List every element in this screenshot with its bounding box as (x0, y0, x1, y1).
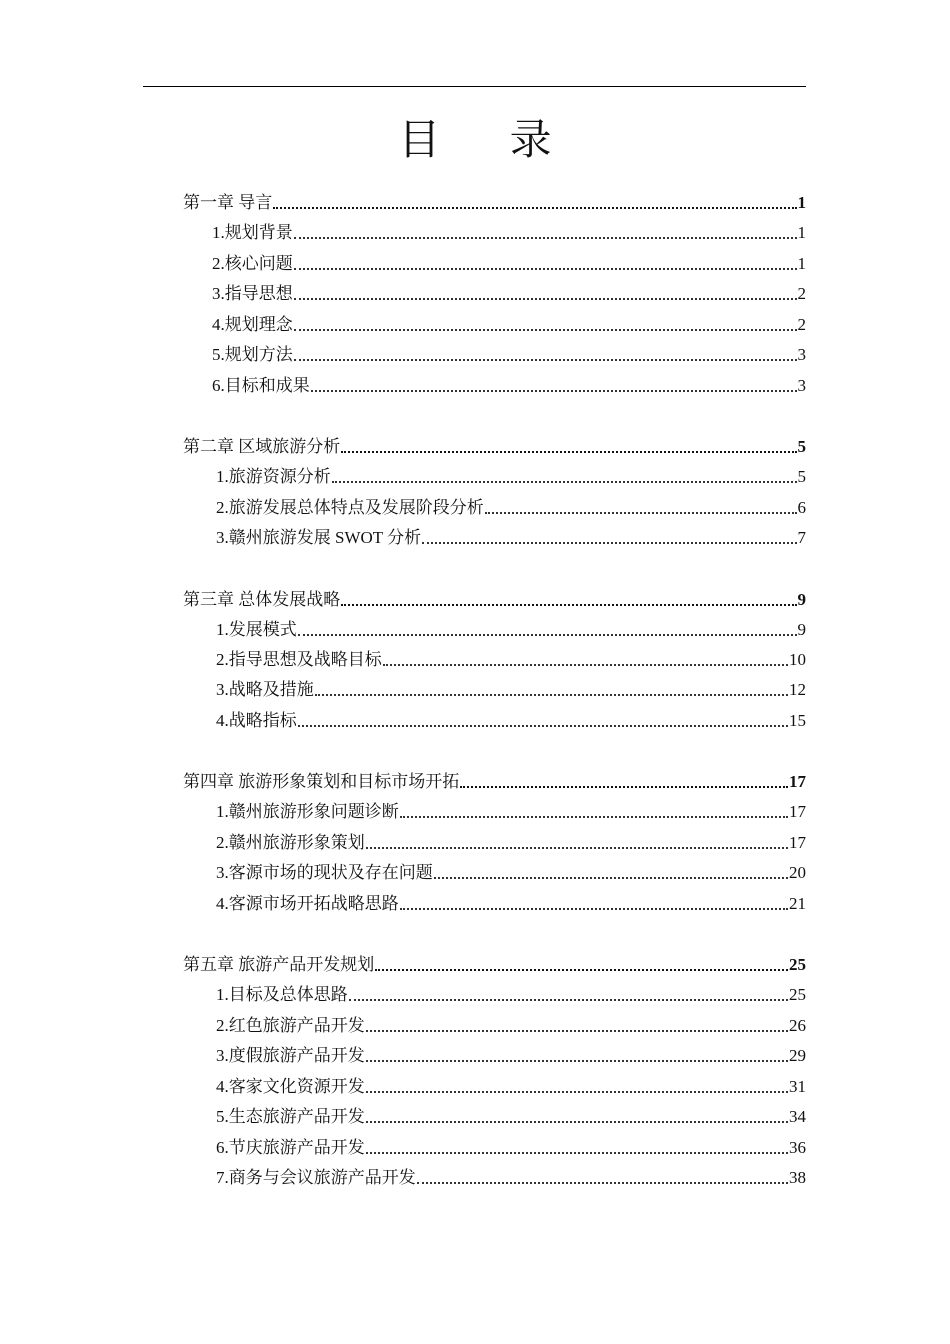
toc-section-entry[interactable] (216, 799, 806, 823)
toc-page-number: 34 (789, 1107, 806, 1126)
toc-section-entry[interactable] (212, 281, 806, 305)
toc-section-entry[interactable] (216, 1165, 806, 1189)
toc-page-number: 36 (789, 1138, 806, 1157)
toc-dot-leader (383, 664, 788, 666)
toc-dot-leader (400, 816, 788, 818)
page-title: 目 录 (398, 115, 580, 164)
toc-page-number: 25 (789, 955, 806, 974)
toc-entry-label: 1.发展模式 (216, 620, 297, 639)
toc-page-number: 26 (789, 1016, 806, 1035)
toc-chapter-entry[interactable] (183, 769, 806, 793)
toc-entry-label: 4.客源市场开拓战略思路 (216, 894, 399, 913)
toc-dot-leader (366, 1030, 788, 1032)
toc-dot-leader (349, 999, 788, 1001)
toc-entry-label: 5.生态旅游产品开发 (216, 1107, 365, 1126)
toc-section-entry[interactable] (216, 1074, 806, 1098)
toc-dot-leader (460, 786, 788, 788)
toc-page-number: 9 (797, 620, 806, 639)
toc-entry-label: 2.赣州旅游形象策划 (216, 833, 365, 852)
toc-entry-label: 6.目标和成果 (212, 376, 310, 395)
toc-page-number: 1 (797, 193, 806, 212)
toc-section-entry[interactable] (216, 1135, 806, 1159)
toc-section-entry[interactable] (212, 220, 806, 244)
toc-page-number: 17 (789, 833, 806, 852)
toc-entry-label: 第五章 旅游产品开发规划 (183, 955, 375, 974)
toc-page-number: 20 (789, 863, 806, 882)
toc-dot-leader (422, 542, 796, 544)
toc-page-number: 5 (797, 467, 806, 486)
toc-dot-leader (341, 604, 796, 606)
toc-dot-leader (294, 298, 797, 300)
toc-page-number: 7 (797, 528, 806, 547)
toc-dot-leader (298, 725, 788, 727)
toc-entry-label: 2.旅游发展总体特点及发展阶段分析 (216, 498, 484, 517)
toc-dot-leader (341, 451, 796, 453)
toc-page-number: 17 (789, 772, 806, 791)
toc-entry-label: 2.红色旅游产品开发 (216, 1016, 365, 1035)
toc-entry-label: 第四章 旅游形象策划和目标市场开拓 (183, 772, 460, 791)
toc-section-entry[interactable] (216, 1043, 806, 1067)
toc-entry-label: 5.规划方法 (212, 345, 293, 364)
toc-entry-label: 第一章 导言 (183, 193, 273, 212)
toc-dot-leader (294, 329, 797, 331)
toc-page-number: 29 (789, 1046, 806, 1065)
toc-dot-leader (294, 359, 797, 361)
toc-section-entry[interactable] (216, 464, 806, 488)
toc-page-number: 31 (789, 1077, 806, 1096)
toc-entry-label: 第三章 总体发展战略 (183, 590, 341, 609)
toc-entry-label: 4.客家文化资源开发 (216, 1077, 365, 1096)
toc-page-number: 1 (797, 254, 806, 273)
toc-dot-leader (375, 969, 788, 971)
toc-page-number: 12 (789, 680, 806, 699)
toc-entry-label: 4.战略指标 (216, 711, 297, 730)
toc-entry-label: 1.规划背景 (212, 223, 293, 242)
toc-dot-leader (273, 207, 796, 209)
toc-page-number: 1 (797, 223, 806, 242)
toc-section-entry[interactable] (212, 342, 806, 366)
toc-chapter-entry[interactable] (183, 190, 806, 214)
toc-dot-leader (366, 1060, 788, 1062)
toc-entry-label: 3.客源市场的现状及存在问题 (216, 863, 433, 882)
toc-section-entry[interactable] (212, 251, 806, 275)
toc-page-number: 3 (797, 345, 806, 364)
toc-entry-label: 第二章 区域旅游分析 (183, 437, 341, 456)
toc-section-entry[interactable] (216, 617, 806, 641)
toc-page-number: 2 (797, 284, 806, 303)
toc-section-entry[interactable] (216, 677, 806, 701)
toc-page-number: 6 (797, 498, 806, 517)
toc-entry-label: 4.规划理念 (212, 315, 293, 334)
toc-entry-label: 1.赣州旅游形象问题诊断 (216, 802, 399, 821)
toc-dot-leader (298, 634, 797, 636)
toc-page-number: 10 (789, 650, 806, 669)
toc-entry-label: 2.指导思想及战略目标 (216, 650, 382, 669)
toc-entry-label: 3.战略及措施 (216, 680, 314, 699)
toc-dot-leader (400, 908, 788, 910)
toc-section-entry[interactable] (212, 312, 806, 336)
toc-entry-label: 6.节庆旅游产品开发 (216, 1138, 365, 1157)
toc-dot-leader (434, 877, 788, 879)
toc-dot-leader (332, 481, 797, 483)
toc-entry-label: 3.赣州旅游发展 SWOT 分析 (216, 528, 422, 547)
toc-page-number: 38 (789, 1168, 806, 1187)
toc-page-number: 25 (789, 985, 806, 1004)
toc-page-number: 5 (797, 437, 806, 456)
toc-page-number: 3 (797, 376, 806, 395)
toc-entry-label: 3.指导思想 (212, 284, 293, 303)
toc-dot-leader (366, 1121, 788, 1123)
toc-dot-leader (294, 268, 797, 270)
toc-dot-leader (315, 694, 788, 696)
toc-page-number: 9 (797, 590, 806, 609)
toc-section-entry[interactable] (212, 373, 806, 397)
toc-entry-label: 2.核心问题 (212, 254, 293, 273)
toc-entry-label: 7.商务与会议旅游产品开发 (216, 1168, 416, 1187)
toc-section-entry[interactable] (216, 1104, 806, 1128)
toc-entry-label: 1.目标及总体思路 (216, 985, 348, 1004)
toc-dot-leader (485, 512, 797, 514)
toc-section-entry[interactable] (216, 1013, 806, 1037)
toc-section-entry[interactable] (216, 891, 806, 915)
toc-entry-label: 1.旅游资源分析 (216, 467, 331, 486)
toc-page-number: 2 (797, 315, 806, 334)
toc-dot-leader (294, 237, 797, 239)
toc-chapter-entry[interactable] (183, 952, 806, 976)
toc-dot-leader (366, 1152, 788, 1154)
toc-page-number: 17 (789, 802, 806, 821)
toc-dot-leader (311, 390, 797, 392)
toc-section-entry[interactable] (216, 495, 806, 519)
toc-section-entry[interactable] (216, 830, 806, 854)
toc-section-entry[interactable] (216, 525, 806, 549)
toc-dot-leader (417, 1182, 788, 1184)
toc-dot-leader (366, 1091, 788, 1093)
toc-chapter-entry[interactable] (183, 434, 806, 458)
toc-page-number: 21 (789, 894, 806, 913)
toc-section-entry[interactable] (216, 982, 806, 1006)
toc-section-entry[interactable] (216, 860, 806, 884)
toc-section-entry[interactable] (216, 647, 806, 671)
toc-section-entry[interactable] (216, 708, 806, 732)
toc-dot-leader (366, 847, 788, 849)
toc-chapter-entry[interactable] (183, 587, 806, 611)
toc-page-number: 15 (789, 711, 806, 730)
toc-entry-label: 3.度假旅游产品开发 (216, 1046, 365, 1065)
